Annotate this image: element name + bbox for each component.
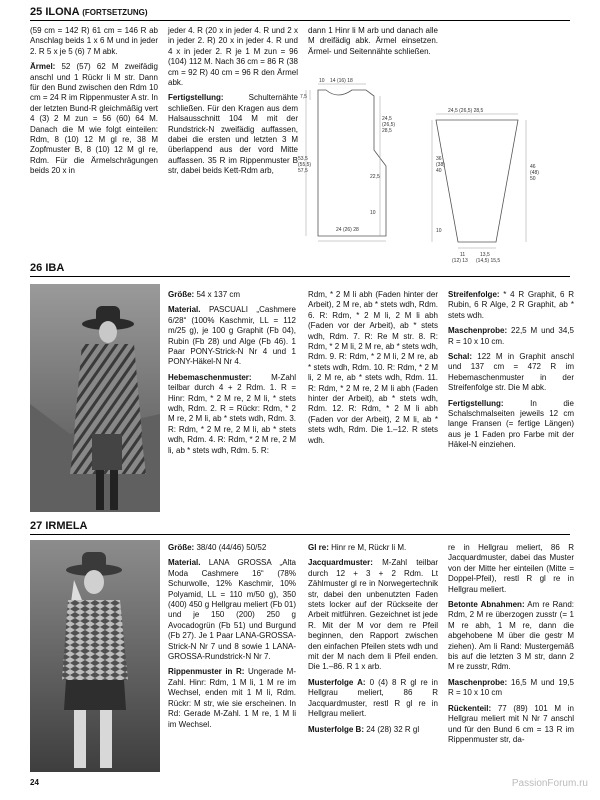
text: dann 1 Hinr li M arb und danach alle M dreifädig abk. Ärmel einsetzen. Ärmel- und Seitennähte schließen. xyxy=(308,26,438,56)
body-schematic xyxy=(300,78,412,244)
dim-label: 7,5 xyxy=(300,94,307,100)
section-header-irmela xyxy=(30,520,570,535)
label-maschenprobe: Maschenprobe: xyxy=(448,677,508,687)
dim-label: 24 (26) 28 xyxy=(336,227,359,233)
text: Am re Rand: Rdm, 2 M re überzogen zusstr (= 1 M re abh, 1 M re, dann die abgehobene M über die gestr M ziehen). Am li Rand: Mustergemäß bis auf die letzten 3 M str, dann 2 M re zusstr, Rdm. xyxy=(448,600,575,672)
section-subtitle: (FORTSETZUNG) xyxy=(82,8,148,17)
text: PASCUALI „Cashmere 6/28“ (100% Kaschmir, LL = 112 m/25 g), je 100 g Graphit (Fb 04), Rubin (Fb 28) und Alge (Fb 46). 1 Paar PONY-Strick-N Nr 4 und 1 PONY-Häkel-N Nr 4. xyxy=(168,305,296,367)
text: (59 cm = 142 R) 61 cm = 146 R ab Anschlag beids 1 x 6 M und in jeder 2. R 5 x je 5 (6) 7 M abk. xyxy=(30,26,158,56)
dim-label: 10 xyxy=(370,210,376,216)
dim-label: (48) xyxy=(530,170,539,176)
text: 77 (89) 101 M in Hellgrau meliert mit N Nr 7 anschl und für den Bund 6 cm = 13 R im Rippenmuster str, da- xyxy=(448,703,574,744)
text: M-Zahl teilbar durch 12 + 3 + 2 Rdm. Lt Zählmuster gl re in Norwegertechnik str, dabei den unbenutzten Faden stets locker auf der Rückseite der Arbeit mitführen. Gezeichnet ist jede R. Mit der M vor dem re Pfeil beginnen, den Rapport zwischen den einfachen Pfeilen stets wdh und mit der M nach dem li Pfeil enden. Die 1.–86. R 1 x arb. xyxy=(308,558,438,672)
dim-label: 53,5 xyxy=(298,156,308,162)
text: jeder 4. R (20 x in jeder 4. R und 2 x in jeder 2. R) 20 x in jeder 4. R und 4 x in jeder 2. R je 1 M zun = 96 (104) 112 M. Nach 36 cm = 86 R (38 cm = 92 R) 40 cm = 96 R den Ärmel abk. xyxy=(168,26,298,88)
label-gl-re: Gl re: xyxy=(308,543,329,552)
text: 16,5 M und 19,5 R = 10 x 10 cm xyxy=(448,677,574,698)
text: M-Zahl teilbar durch 4 + 2 Rdm. 1. R = Hinr: Rdm, * 2 M re, 2 M li, * stets wdh, Rdm. 2. R = Rückr: Rdm, * 2 M re, 2 M li, ab * stets wdh, Rdm. 3. R: Rdm, * 2 M re, 2 M li, ab * stets wdh, Rdm. 4. R: Rdm, * 2 M re, 2 M li, ab * stets wdh, Rdm. 5. R: xyxy=(168,372,296,455)
section-header-iba xyxy=(30,262,570,277)
section-number: 26 xyxy=(30,262,43,274)
label-streifenfolge: Streifenfolge: xyxy=(448,290,500,299)
label-groesse: Größe: xyxy=(168,543,195,552)
text: 122 M in Graphit anschl und 137 cm = 472 R im Hebemaschenmuster in der Streifenfolge str. Die M abk. xyxy=(448,352,574,393)
dim-label: 11 xyxy=(460,252,466,258)
label-material: Material. xyxy=(168,305,201,315)
text: Schulternähte schließen. Für den Kragen aus dem Halsausschnitt 104 M mit der Rundstrick-N zweifädig auffassen, dabei die ersten und letzten 3 M überlappend aus der vord Mitte auffassen. 35 R im Rippenmuster B str, dabei beids Kett-Rdm arb, xyxy=(168,93,298,176)
label-rueckenteil: Rückenteil: xyxy=(448,703,492,713)
ilona-column-2 xyxy=(168,26,298,182)
label-material: Material. xyxy=(168,558,201,568)
irmela-column-2 xyxy=(308,543,438,740)
dim-label: 14 (16) 18 xyxy=(330,78,353,84)
text: 52 (57) 62 M zweifädig anschl und 1 Rückr li M str. Dann für den Bund zwischen den Rdm 10 cm = 24 R im Rippenmuster A str. In der letzten Bund-R gleichmäßig vert 4 (3) 2 M zun = 56 (60) 64 M. Danach die M wie folgt einteilen: Rdm, 8 (10) 12 M gl re, 38 M Zopfmuster B, 8 (10) 12 M gl re, Rdm. Für die Ärmelschrägungen beids 20 x in xyxy=(30,62,158,176)
sleeve-schematic xyxy=(418,108,578,270)
text: 54 x 137 cm xyxy=(194,290,241,299)
text: * 4 R Graphit, 6 R Rubin, 6 R Alge, 2 R Graphit, ab * stets wdh. xyxy=(448,290,574,320)
text: 0 (4) 8 R gl re in Hellgrau meliert, 86 R Jacquardmuster, restl R gl re in Hellgrau meliert. xyxy=(308,677,439,719)
label-schal: Schal: xyxy=(448,352,473,362)
label-fertigstellung: Fertigstellung: xyxy=(448,398,504,408)
dim-label: (12) 13 xyxy=(452,258,468,264)
iba-column-3 xyxy=(448,290,574,456)
dim-label: 50 xyxy=(530,176,536,182)
label-groesse: Größe: xyxy=(168,290,195,299)
dim-label: 10 xyxy=(436,228,442,234)
text: LANA GROSSA „Alta Moda Cashmere 16“ (78% Schurwolle, 12% Kaschmir, 10% Polyamid, LL = 110 m/50 g), 350 (400) 450 g Hellgrau meliert (Fb 01) und je 150 (200) 250 g Avocadogrün (Fb 51) und Burgund (Fb 27). Je 1 Paar LANA-GROSSA-Strick-N Nr 7 und 8 sowie 1 LANA-GROSSA-Rundstrick-N Nr 7. xyxy=(168,558,296,662)
section-title: ILONA xyxy=(45,6,80,18)
text: Hinr re M, Rückr li M. xyxy=(328,543,407,552)
dim-label: 40 xyxy=(436,168,442,174)
irmela-photo xyxy=(30,540,160,772)
page-number: 24 xyxy=(30,778,39,787)
irmela-column-1 xyxy=(168,543,296,735)
ilona-column-1 xyxy=(30,26,158,182)
dim-label: (38) xyxy=(436,162,445,168)
iba-column-2 xyxy=(308,290,438,451)
text: 22,5 M und 34,5 R = 10 x 10 cm. xyxy=(448,326,574,346)
label-rippenmuster: Rippenmuster in R: xyxy=(168,667,245,677)
dim-label: (55,5) xyxy=(298,162,312,168)
dim-label: 10 xyxy=(319,78,325,84)
dim-label: 24,5 (26,5) 28,5 xyxy=(448,108,484,114)
label-aermel: Ärmel: xyxy=(30,62,56,72)
label-maschenprobe: Maschenprobe: xyxy=(448,326,508,336)
dim-label: (14,5) 15,5 xyxy=(476,258,501,264)
iba-photo-illustration xyxy=(30,284,160,512)
dim-label: 24,5 xyxy=(382,116,392,122)
dim-label: (26,5) xyxy=(382,122,396,128)
text: In die Schalschmalseiten jeweils 12 cm lange Fransen (= fertige Längen) aus je 1 Faden pro Farbe mit der Häkel-N einziehen. xyxy=(448,398,574,450)
iba-photo xyxy=(30,284,160,512)
section-number: 27 xyxy=(30,520,43,532)
dim-label: 13,5 xyxy=(480,252,490,258)
label-musterfolge-b: Musterfolge B: xyxy=(308,724,364,734)
dim-label: 46 xyxy=(530,164,536,170)
irmela-column-3 xyxy=(448,543,574,750)
dim-label: 28,5 xyxy=(382,128,392,134)
irmela-photo-illustration xyxy=(30,540,160,772)
text: Ungerade M-Zahl. Hinr: Rdm, 1 M li, 1 M re im Wechsel, enden mit 1 M li, Rdm. Rückr: M str, wie sie erscheinen. In Rd: Gerade M-Zahl. 1 M re, 1 M li im Wechsel. xyxy=(168,667,296,729)
watermark: PassionForum.ru xyxy=(511,778,588,789)
label-musterfolge-a: Musterfolge A: xyxy=(308,677,366,687)
text: 24 (28) 32 R gl xyxy=(364,724,420,734)
text: 38/40 (44/46) 50/52 xyxy=(194,543,267,552)
text: re in Hellgrau meliert, 86 R Jacquardmuster, dabei das Muster von der Mitte her einteilen (Mitte = Doppel-Pfeil), restl R gl re in Hellgrau meliert. xyxy=(448,543,574,594)
section-title: IRMELA xyxy=(45,520,88,532)
label-betonte-abnahmen: Betonte Abnahmen: xyxy=(448,600,525,610)
section-number: 25 xyxy=(30,6,43,18)
iba-column-1 xyxy=(168,290,296,461)
label-jacquardmuster: Jacquardmuster: xyxy=(308,558,373,568)
text: Rdm, * 2 M li abh (Faden hinter der Arbeit), 2 M re, ab * stets wdh, Rdm. 6. R: Rdm, * 2 M li, 2 M li abh (Faden vor der Arbeit), ab * stets wdh, Rdm. 7. R: Re M str. 8. R: Rdm, * 2 M li, 2 M re, ab * stets wdh, Rdm. 9. R: Rdm, * 2 M li, 2 M re, ab * stets wdh, Rdm. 10. R: Rdm, * 2 M li, 2 M re, ab * stets wdh, Rdm. 11. R: Rdm, * 2 M re, 2 M li abh (Faden hinter der Arbeit), ab * stets wdh, Rdm. 12. R: Rdm, * 2 M li abh (Faden vor der Arbeit), 2 M li, ab * stets wdh, Rdm. Die 1.–12. R stets wdh. xyxy=(308,290,438,445)
section-title: IBA xyxy=(45,262,65,274)
ilona-column-3 xyxy=(308,26,438,62)
dim-label: 36 xyxy=(436,156,442,162)
section-header-ilona xyxy=(30,6,570,21)
label-hebemaschenmuster: Hebemaschenmuster: xyxy=(168,372,252,382)
dim-label: 22,5 xyxy=(370,174,380,180)
label-fertigstellung: Fertigstellung: xyxy=(168,93,224,103)
dim-label: 57,5 xyxy=(298,168,308,174)
